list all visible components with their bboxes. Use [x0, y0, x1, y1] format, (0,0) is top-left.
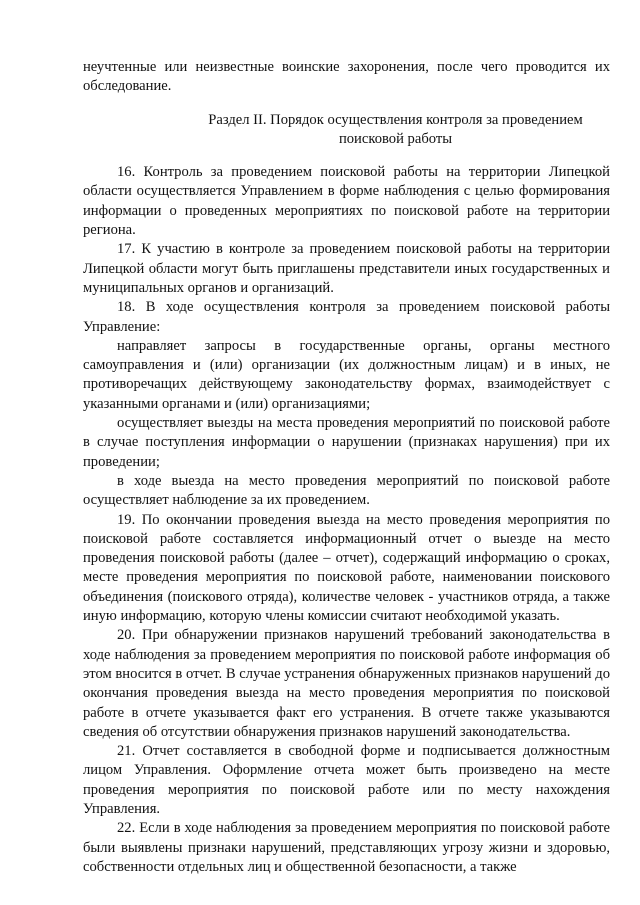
- paragraph-18: 18. В ходе осуществления контроля за проведением поисковой работы Управление:: [83, 299, 610, 335]
- section-heading-line1: Раздел II. Порядок осуществления контроля за проведением: [208, 111, 583, 128]
- paragraph-19: 19. По окончании проведения выезда на место проведения мероприятия по поисковой работе составляется информационный отчет о выезде на место проведения поисковой работы (далее – отчет), содержащий информацию о сроках, месте проведения мероприятия по поисковой работе, наименовании поискового объединения (поискового отряда), количестве человек - участников отряда, а также иную информацию, которую члены комиссии считают необходимой указать.: [83, 511, 610, 625]
- document-page: [83, 58, 610, 877]
- paragraph-21: 21. Отчет составляется в свободной форме и подписывается должностным лицом Управления. Оформление отчета может быть произведено на месте проведения мероприятия по поисковой работе или по месту нахождения Управления.: [83, 743, 610, 817]
- paragraph-18-item-2: осуществляет выезды на места проведения мероприятий по поисковой работе в случае поступления информации о нарушении (признаках нарушения) при их проведении;: [83, 415, 610, 470]
- section-heading-line2: поисковой работы: [338, 130, 453, 147]
- paragraph-intro-tail: неучтенные или неизвестные воинские захоронения, после чего проводится их обследование.: [83, 59, 610, 95]
- paragraph-18-item-1: направляет запросы в государственные органы, органы местного самоуправления и (или) организации (их должностным лицам) и в иных, не противоречащих действующему законодательству формах, взаимодействует с указанными органами и (или) организациями;: [83, 337, 610, 412]
- paragraph-16: 16. Контроль за проведением поисковой работы на территории Липецкой области осуществляется Управлением в форме наблюдения с целью формирования информации о проведенных мероприятиях по поисковой работе на территории региона.: [83, 164, 610, 239]
- paragraph-20: 20. При обнаружении признаков нарушений требований законодательства в ходе наблюдения за проведением мероприятия по поисковой работе информация об этом вносится в отчет. В случае устранения обнаруженных признаков нарушений до окончания проведения выезда на место проведения мероприятия по поисковой работе в отчете указывается факт его устранения. В отчете также указываются сведения об отсутствии обнаружения признаков нарушений законодательства.: [83, 627, 610, 740]
- paragraph-22: 22. Если в ходе наблюдения за проведением мероприятия по поисковой работе были выявлены признаки нарушений, представляющих угрозу жизни и здоровью, собственности отдельных лиц и общественной безопасности, а также: [83, 820, 610, 875]
- paragraph-18-item-3: в ходе выезда на место проведения мероприятий по поисковой работе осуществляет наблюдение за их проведением.: [83, 472, 610, 509]
- paragraph-17: 17. К участию в контроле за проведением поисковой работы на территории Липецкой области могут быть приглашены представители иных государственных и муниципальных органов и организаций.: [83, 241, 610, 296]
- section-heading: [83, 111, 610, 150]
